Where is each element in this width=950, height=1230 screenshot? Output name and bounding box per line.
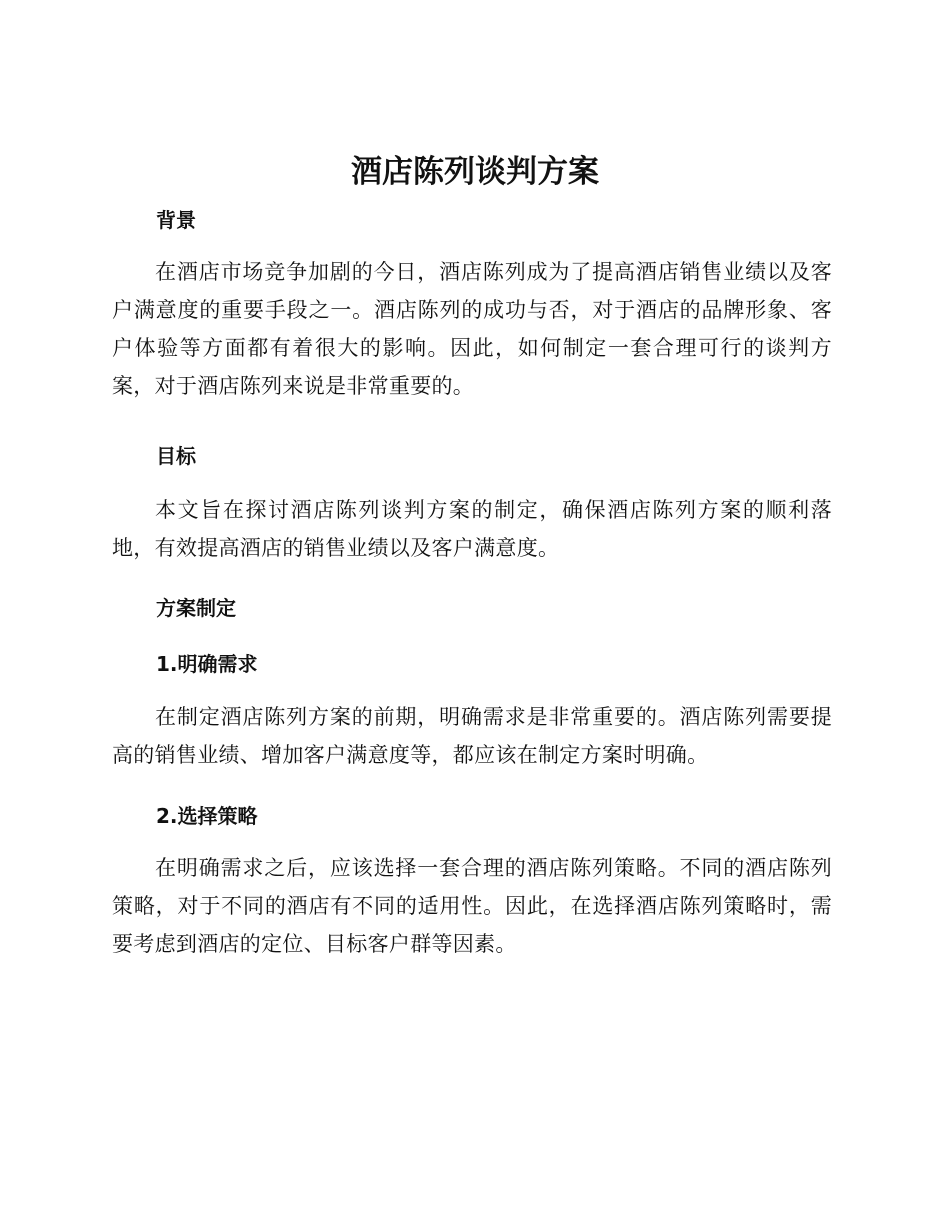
document-title: 酒店陈列谈判方案 — [351, 154, 599, 190]
section-heading-plan: 方案制定 — [156, 596, 236, 620]
section-heading-goal: 目标 — [156, 444, 196, 468]
section-paragraph-goal: 本文旨在探讨酒店陈列谈判方案的制定，确保酒店陈列方案的顺利落地，有效提高酒店的销售业绩以及客户满意度。 — [112, 498, 832, 560]
section-heading-background: 背景 — [156, 208, 196, 232]
section-paragraph-choose-strategy: 在明确需求之后，应该选择一套合理的酒店陈列策略。不同的酒店陈列策略，对于不同的酒店有不同的适用性。因此，在选择酒店陈列策略时，需要考虑到酒店的定位、目标客户群等因素。 — [112, 856, 832, 956]
section-paragraph-clarify-needs: 在制定酒店陈列方案的前期，明确需求是非常重要的。酒店陈列需要提高的销售业绩、增加客户满意度等，都应该在制定方案时明确。 — [112, 705, 832, 767]
section-heading-choose-strategy: 2.选择策略 — [156, 804, 258, 828]
section-heading-clarify-needs: 1.明确需求 — [156, 652, 258, 676]
section-paragraph-background: 在酒店市场竞争加剧的今日，酒店陈列成为了提高酒店销售业绩以及客户满意度的重要手段之一。酒店陈列的成功与否，对于酒店的品牌形象、客户体验等方面都有着很大的影响。因此，如何制定一套合理可行的谈判方案，对于酒店陈列来说是非常重要的。 — [112, 260, 832, 398]
